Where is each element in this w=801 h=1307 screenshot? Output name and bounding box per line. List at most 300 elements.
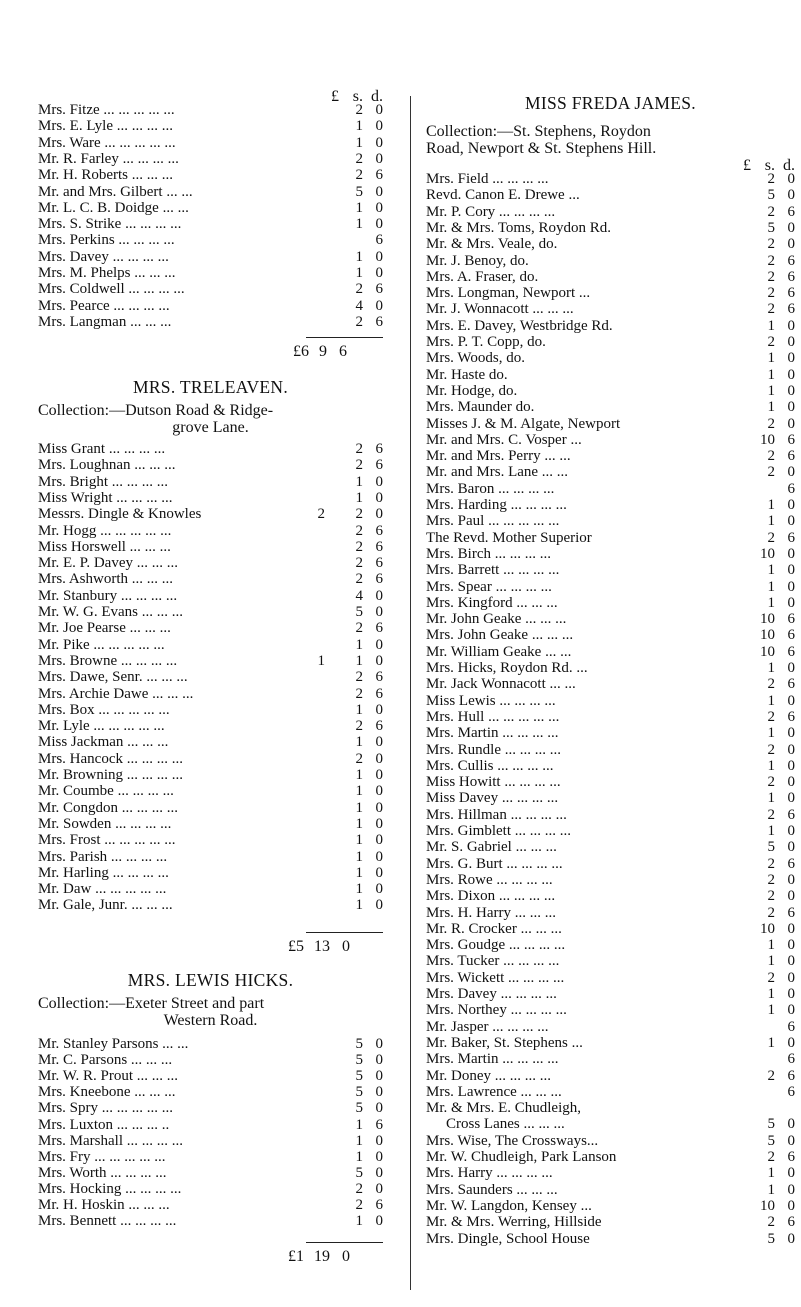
- ledger-row: [426, 285, 795, 302]
- entry-name: Mr. C. Parsons ... ... ...: [38, 1052, 173, 1069]
- entry-name: Mrs. Martin ... ... ... ...: [426, 725, 559, 742]
- pence-value: 6: [375, 281, 383, 298]
- collection-line: Collection:—Exeter Street and part: [38, 995, 265, 1012]
- shillings-value: 1: [355, 199, 363, 216]
- pence-value: 6: [787, 1018, 795, 1035]
- pence-value: 6: [375, 555, 383, 572]
- pence-value: 0: [787, 839, 795, 856]
- pence-value: 0: [375, 881, 383, 898]
- ledger-row: [38, 604, 383, 621]
- ledger-row: [426, 399, 795, 416]
- ledger-row: [426, 367, 795, 384]
- entry-name: Mr. Stanbury ... ... ... ...: [38, 587, 178, 604]
- ledger-row: [426, 1116, 795, 1133]
- entry-name: Mrs. Maunder do.: [426, 399, 535, 416]
- total-pounds: £5: [288, 938, 304, 955]
- ledger-row: [426, 562, 795, 579]
- section-title-lewis-hicks: MRS. LEWIS HICKS.: [127, 970, 294, 990]
- entry-name: Mr. W. R. Prout ... ... ...: [38, 1068, 179, 1085]
- pence-value: 0: [375, 265, 383, 281]
- ledger-row: [426, 953, 795, 970]
- total-3: [288, 1248, 350, 1266]
- ledger-row: [426, 1231, 795, 1248]
- shillings-value: 5: [355, 604, 363, 620]
- entry-name: Mrs. John Geake ... ... ...: [426, 627, 574, 644]
- shillings-value: 1: [355, 216, 363, 233]
- shillings-value: 4: [355, 297, 363, 314]
- entry-name: Miss Howitt ... ... ... ...: [426, 774, 561, 791]
- pence-value: 0: [375, 750, 383, 767]
- pence-head: d.: [371, 88, 383, 105]
- pence-value: 6: [375, 620, 383, 637]
- pence-value: 6: [375, 669, 383, 686]
- pounds-value: 1: [317, 652, 325, 669]
- shillings-value: 2: [355, 1197, 363, 1213]
- entry-name: Mrs. Perkins ... ... ... ...: [38, 232, 175, 249]
- entry-name: Mrs. Gimblett ... ... ... ...: [426, 823, 571, 839]
- entry-name: Mrs. Saunders ... ... ...: [426, 1181, 558, 1198]
- shillings-value: 1: [767, 953, 775, 970]
- entry-name: Mrs. Hillman ... ... ... ...: [426, 806, 567, 823]
- entry-name: Mr. Jasper ... ... ... ...: [426, 1018, 549, 1035]
- shillings-value: 1: [767, 757, 775, 774]
- pence-value: 0: [787, 1116, 795, 1133]
- pence-value: 6: [375, 685, 383, 702]
- pence-value: 0: [375, 1148, 383, 1165]
- shillings-value: 2: [767, 871, 775, 888]
- ledger-row: [426, 627, 795, 644]
- shillings-value: 2: [767, 888, 775, 905]
- ledger-row: [38, 702, 383, 719]
- shillings-value: 5: [767, 839, 775, 856]
- ledger-row: [426, 464, 795, 481]
- pence-value: 0: [375, 832, 383, 849]
- entry-name: Mrs. Ware ... ... ... ... ...: [38, 134, 176, 151]
- ledger-row: [38, 216, 383, 233]
- shillings-value: 1: [355, 1132, 363, 1149]
- entry-name: Miss Davey ... ... ... ...: [426, 790, 559, 807]
- shillings-value: 2: [767, 301, 775, 318]
- pence-value: 0: [375, 102, 383, 118]
- entry-name: Mrs. Fitze ... ... ... ... ...: [38, 102, 175, 118]
- pence-value: 0: [787, 1230, 795, 1247]
- entry-name: Mrs. Kingford ... ... ...: [426, 594, 558, 611]
- entry-name: Mr. and Mrs. Perry ... ...: [426, 448, 571, 465]
- pence-value: 0: [787, 1165, 795, 1182]
- ledger-row: [426, 839, 795, 856]
- entry-name: Mr. & Mrs. E. Chudleigh,: [426, 1100, 582, 1117]
- shillings-value: 2: [355, 1180, 363, 1197]
- shillings-value: 1: [767, 660, 775, 676]
- entry-name: Miss Wright ... ... ... ...: [38, 489, 173, 506]
- pence-value: 0: [375, 150, 383, 167]
- shillings-value: 1: [767, 986, 775, 1002]
- shillings-value: 1: [355, 848, 363, 865]
- entry-name: Mr. R. Farley ... ... ... ...: [38, 150, 179, 167]
- ledger-row: [426, 872, 795, 889]
- ledger-row: [38, 151, 383, 168]
- pence-value: 0: [375, 652, 383, 669]
- pence-value: 6: [787, 529, 795, 546]
- ledger-row: [426, 187, 795, 204]
- entry-name: Mr. W. Chudleigh, Park Lanson: [426, 1149, 617, 1165]
- entry-name: Mrs. Fry ... ... ... ... ...: [38, 1148, 166, 1165]
- shillings-value: 1: [355, 734, 363, 751]
- pence-value: 6: [375, 538, 383, 555]
- ledger-row: [38, 1149, 383, 1166]
- ledger-row: [426, 416, 795, 433]
- entry-name: Mrs. Davey ... ... ... ...: [38, 248, 169, 265]
- entry-name: Mrs. Hicks, Roydon Rd. ...: [426, 660, 588, 676]
- entry-name: Mrs. Coldwell ... ... ... ...: [38, 281, 185, 298]
- shillings-value: 2: [355, 669, 363, 686]
- entry-name: Mrs. S. Strike ... ... ... ...: [38, 216, 182, 233]
- pence-value: 0: [787, 1034, 795, 1051]
- shillings-value: 10: [760, 545, 775, 562]
- shillings-head: s.: [764, 157, 775, 174]
- pence-value: 0: [787, 317, 795, 334]
- entry-name: Mr. & Mrs. Veale, do.: [426, 236, 558, 253]
- pence-value: 0: [787, 594, 795, 611]
- entry-name: Mrs. Cullis ... ... ... ...: [426, 757, 554, 774]
- collection-line: grove Lane.: [172, 419, 249, 436]
- entry-name: Mrs. Woods, do.: [426, 350, 525, 367]
- ledger-row: [38, 314, 383, 331]
- ledger-row: [426, 1100, 795, 1117]
- ledger-row: [38, 620, 383, 637]
- ledger-row: [426, 513, 795, 530]
- pence-value: 0: [375, 1036, 383, 1052]
- pence-value: 6: [787, 676, 795, 693]
- pence-value: 6: [787, 285, 795, 302]
- ledger-row: [38, 474, 383, 491]
- entry-name: Mrs. Tucker ... ... ... ...: [426, 953, 560, 970]
- ledger-row: [38, 637, 383, 654]
- shillings-value: 10: [760, 1197, 775, 1214]
- ledger-row: [38, 232, 383, 249]
- pence-value: 0: [787, 790, 795, 807]
- pence-value: 0: [375, 297, 383, 314]
- ledger-row: [38, 281, 383, 298]
- shillings-value: 1: [355, 864, 363, 881]
- entry-name: Mr. & Mrs. Werring, Hillside: [426, 1214, 602, 1231]
- ledger-row: [426, 595, 795, 612]
- entry-name: Mr. S. Gabriel ... ... ...: [426, 839, 557, 856]
- pence-value: 0: [787, 219, 795, 236]
- entry-name: Mr. Gale, Junr. ... ... ...: [38, 897, 173, 914]
- ledger-row: [38, 1052, 383, 1069]
- ledger-row: [38, 751, 383, 768]
- ledger-row: [426, 1198, 795, 1215]
- pence-value: 0: [787, 236, 795, 253]
- ledger-row: [426, 171, 795, 188]
- pence-value: 6: [787, 1149, 795, 1165]
- pence-value: 0: [375, 183, 383, 200]
- ledger-row: [426, 432, 795, 449]
- ledger-row: [426, 807, 795, 824]
- ledger-row: [426, 253, 795, 270]
- shillings-value: 2: [355, 150, 363, 167]
- entry-name: Mr. Joe Pearse ... ... ...: [38, 620, 171, 637]
- ledger-row: [426, 1035, 795, 1052]
- pence-value: 0: [787, 1181, 795, 1198]
- ledger-row: [426, 709, 795, 726]
- shillings-value: 2: [355, 167, 363, 184]
- entry-name: Mrs. Barrett ... ... ... ...: [426, 562, 560, 579]
- shillings-value: 1: [355, 134, 363, 151]
- shillings-value: 5: [767, 1132, 775, 1149]
- pence-value: 0: [787, 725, 795, 742]
- pence-value: 6: [375, 232, 383, 249]
- shillings-value: 2: [355, 620, 363, 637]
- shillings-value: 1: [355, 701, 363, 718]
- pence-value: 6: [787, 611, 795, 628]
- pence-value: 6: [375, 571, 383, 588]
- pence-value: 0: [787, 1197, 795, 1214]
- entry-name: Mrs. Parish ... ... ... ...: [38, 848, 168, 865]
- pence-value: 0: [787, 171, 795, 187]
- pence-value: 0: [375, 1180, 383, 1197]
- pence-value: 6: [787, 1067, 795, 1084]
- shillings-head: s.: [352, 88, 363, 105]
- pence-value: 6: [375, 522, 383, 539]
- entry-name: Mrs. Kneebone ... ... ...: [38, 1084, 176, 1101]
- ledger-row: [426, 660, 795, 677]
- entry-name: Miss Grant ... ... ... ...: [38, 441, 166, 457]
- entry-name: Mr. Sowden ... ... ... ...: [38, 815, 172, 832]
- entry-name: Mrs. Wise, The Crossways...: [426, 1132, 599, 1149]
- pence-value: 0: [375, 1084, 383, 1101]
- entry-name: Mr. Browning ... ... ... ...: [38, 767, 184, 783]
- ledger-row: [426, 1019, 795, 1036]
- shillings-value: 2: [355, 718, 363, 735]
- ledger-row: [426, 546, 795, 563]
- shillings-value: 2: [355, 102, 363, 118]
- ledger-row: [426, 888, 795, 905]
- shillings-value: 1: [355, 118, 363, 135]
- entry-name: Mr. R. Crocker ... ... ...: [426, 920, 562, 937]
- pence-value: 0: [787, 986, 795, 1002]
- entry-name: Mrs. P. T. Copp, do.: [426, 334, 546, 350]
- entry-name: Mrs. Davey ... ... ... ...: [426, 986, 557, 1002]
- shillings-value: 1: [767, 937, 775, 954]
- ledger-row: [426, 986, 795, 1003]
- total-shillings: 19: [314, 1248, 330, 1265]
- ledger-row: [38, 506, 383, 523]
- shillings-value: 2: [355, 685, 363, 702]
- shillings-value: 2: [355, 522, 363, 539]
- ledger-row: [38, 832, 383, 849]
- ledger-row: [38, 555, 383, 572]
- pence-value: 0: [375, 604, 383, 620]
- shillings-value: 2: [767, 203, 775, 220]
- shillings-value: 1: [355, 1148, 363, 1165]
- pence-value: 6: [375, 1116, 383, 1133]
- total-pounds: £6: [293, 343, 309, 360]
- ledger-row: [38, 800, 383, 817]
- entry-name: Mr. and Mrs. Gilbert ... ...: [38, 183, 193, 200]
- entry-name: Mr. and Mrs. Lane ... ...: [426, 464, 569, 481]
- entry-name: Mrs. H. Harry ... ... ...: [426, 904, 556, 921]
- pence-value: 6: [787, 806, 795, 823]
- entry-name: Mrs. Dawe, Senr. ... ... ...: [38, 669, 188, 686]
- pence-value: 0: [787, 578, 795, 595]
- pence-value: 6: [787, 268, 795, 285]
- ledger-row: [38, 118, 383, 135]
- shillings-value: 10: [760, 431, 775, 448]
- entry-name: Mr. Jack Wonnacott ... ...: [426, 676, 576, 693]
- pence-value: 0: [375, 118, 383, 135]
- shillings-value: 10: [760, 920, 775, 937]
- entry-name: Miss Lewis ... ... ... ...: [426, 692, 556, 709]
- ledger-row: [426, 383, 795, 400]
- ledger-row: [38, 571, 383, 588]
- entry-name: Mrs. Luxton ... ... ... ..: [38, 1116, 170, 1133]
- ledger-row: [426, 790, 795, 807]
- total-shillings: 13: [314, 938, 330, 955]
- pence-value: 0: [787, 823, 795, 839]
- entry-name: Mrs. Hull ... ... ... ... ...: [426, 708, 560, 725]
- ledger-row: [426, 579, 795, 596]
- shillings-value: 2: [355, 457, 363, 474]
- shillings-value: 2: [767, 1214, 775, 1231]
- pence-value: 0: [787, 366, 795, 383]
- pence-value: 0: [787, 692, 795, 709]
- pence-value: 0: [787, 1132, 795, 1149]
- ledger-row: [38, 1133, 383, 1150]
- shillings-value: 1: [767, 497, 775, 513]
- pence-value: 6: [787, 480, 795, 497]
- entry-name: Mrs. Dingle, School House: [426, 1230, 590, 1247]
- entry-name: The Revd. Mother Superior: [426, 529, 592, 546]
- shillings-value: 5: [355, 183, 363, 200]
- entry-name: Mrs. Spear ... ... ... ...: [426, 578, 552, 595]
- shillings-value: 1: [767, 366, 775, 383]
- pence-value: 0: [787, 350, 795, 367]
- shillings-value: 2: [767, 774, 775, 791]
- ledger-row: [426, 1068, 795, 1085]
- collection-line: Road, Newport & St. Stephens Hill.: [426, 140, 657, 157]
- ledger-row: [426, 236, 795, 253]
- pence-value: 0: [787, 757, 795, 774]
- entry-name: Mrs. Goudge ... ... ... ...: [426, 937, 566, 954]
- pence-head: d.: [783, 157, 795, 174]
- shillings-value: 1: [355, 652, 363, 669]
- entry-name: Mrs. Martin ... ... ... ...: [426, 1051, 559, 1068]
- ledger-row: [38, 102, 383, 119]
- ledger-row: [426, 905, 795, 922]
- ledger-row: [426, 693, 795, 710]
- pence-value: 6: [375, 167, 383, 184]
- entry-name: Mrs. Field ... ... ... ...: [426, 171, 549, 187]
- shillings-value: 5: [355, 1164, 363, 1181]
- pence-value: 0: [375, 248, 383, 265]
- entry-name: Mrs. Rundle ... ... ... ...: [426, 741, 561, 758]
- entry-name: Miss Jackman ... ... ...: [38, 734, 169, 751]
- ledger-row: [38, 490, 383, 507]
- pence-value: 0: [375, 701, 383, 718]
- ledger-row: [426, 1002, 795, 1019]
- shillings-value: 2: [355, 555, 363, 572]
- ledger-row: [426, 204, 795, 221]
- entry-name: Mr. H. Hoskin ... ... ...: [38, 1197, 170, 1213]
- pence-value: 0: [375, 864, 383, 881]
- ledger-row: [426, 921, 795, 938]
- shillings-value: 5: [767, 1230, 775, 1247]
- entry-name: Mr. Doney ... ... ... ...: [426, 1067, 551, 1084]
- entry-name: Mr. L. C. B. Doidge ... ...: [38, 199, 189, 216]
- ledger-row: [38, 1036, 383, 1053]
- pence-value: 0: [375, 734, 383, 751]
- pence-value: 0: [375, 1100, 383, 1117]
- ledger-row: [426, 301, 795, 318]
- shillings-value: 5: [355, 1036, 363, 1052]
- total-shillings: 9: [319, 343, 327, 360]
- ledger-row: [38, 1068, 383, 1085]
- shillings-value: 1: [767, 823, 775, 839]
- shillings-value: 2: [767, 236, 775, 253]
- shillings-value: 1: [355, 265, 363, 281]
- total-1: [293, 343, 347, 361]
- shillings-value: 1: [767, 1165, 775, 1182]
- shillings-value: 2: [767, 741, 775, 758]
- pence-value: 6: [787, 431, 795, 448]
- entry-name: Mrs. M. Phelps ... ... ...: [38, 265, 176, 281]
- pence-value: 6: [375, 1197, 383, 1213]
- entry-name: Mrs. Frost ... ... ... ... ...: [38, 832, 176, 849]
- pence-value: 0: [375, 848, 383, 865]
- pence-value: 0: [787, 871, 795, 888]
- entry-name: Mrs. A. Fraser, do.: [426, 268, 539, 285]
- ledger-row: [426, 774, 795, 791]
- entry-name: Mrs. Harry ... ... ... ...: [426, 1165, 553, 1182]
- entry-name: Mrs. Loughnan ... ... ...: [38, 457, 176, 474]
- pence-value: 6: [787, 627, 795, 644]
- pence-value: 0: [375, 897, 383, 914]
- entry-name: Mrs. Northey ... ... ... ...: [426, 1002, 567, 1019]
- shillings-value: 1: [355, 636, 363, 653]
- pounds-head: £: [743, 157, 751, 174]
- shillings-value: 2: [355, 313, 363, 330]
- ledger-row: [426, 269, 795, 286]
- entry-name: Mrs. Lawrence ... ... ...: [426, 1083, 562, 1100]
- pence-value: 0: [787, 497, 795, 513]
- ledger-row: [38, 669, 383, 686]
- entry-name: Mr. P. Cory ... ... ... ...: [426, 203, 556, 220]
- shillings-value: 1: [355, 897, 363, 914]
- pence-value: 0: [787, 937, 795, 954]
- ledger-row: [426, 497, 795, 514]
- shillings-value: 10: [760, 611, 775, 628]
- entry-name: Mrs. Baron ... ... ... ...: [426, 480, 555, 497]
- ledger-row: [38, 653, 383, 670]
- shillings-value: 1: [767, 725, 775, 742]
- shillings-value: 1: [355, 783, 363, 800]
- ledger-row: [38, 849, 383, 866]
- pence-value: 6: [787, 855, 795, 872]
- pence-value: 0: [375, 216, 383, 233]
- collection-line: Collection:—St. Stephens, Roydon: [426, 123, 651, 140]
- pence-value: 6: [787, 203, 795, 220]
- entry-name: Mr. H. Roberts ... ... ...: [38, 167, 173, 184]
- shillings-value: 1: [355, 799, 363, 816]
- ledger-row: [426, 725, 795, 742]
- ledger-row: [426, 1165, 795, 1182]
- pence-value: 6: [787, 708, 795, 725]
- shillings-value: 2: [767, 969, 775, 986]
- ledger-row: [38, 249, 383, 266]
- ledger-row: [38, 200, 383, 217]
